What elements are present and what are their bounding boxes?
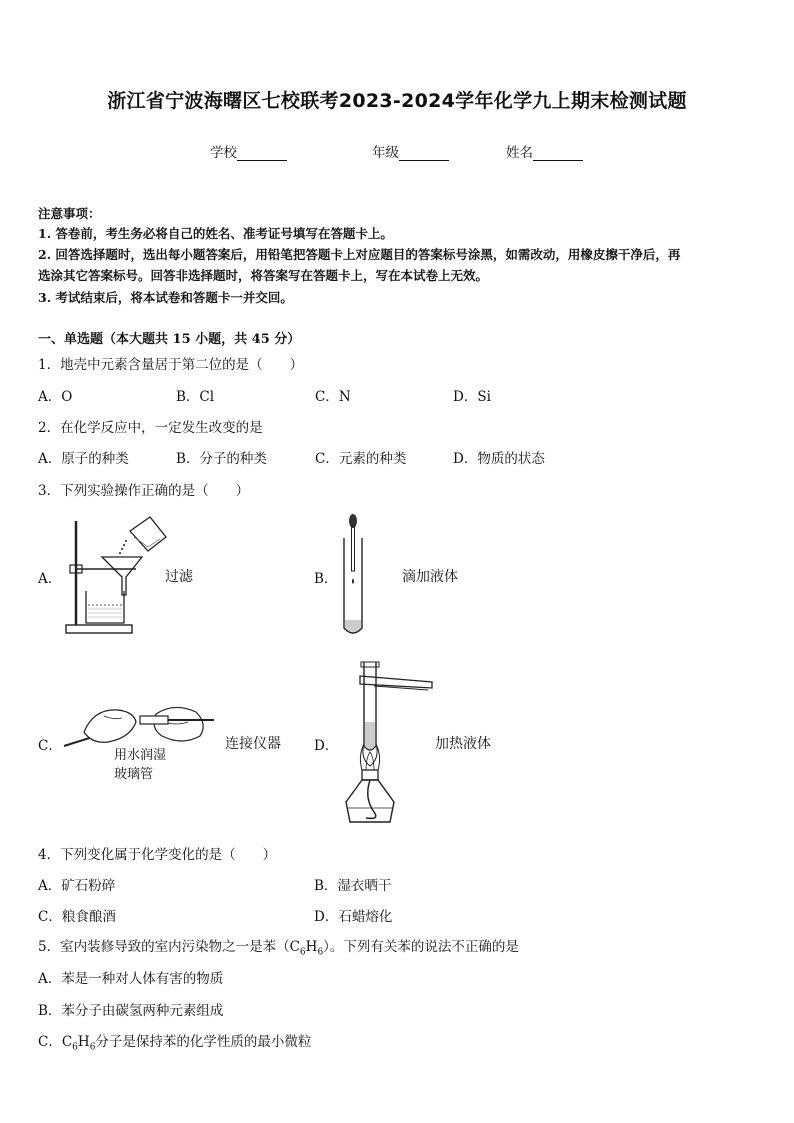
- question-1-option-c[interactable]: C．N: [315, 389, 351, 405]
- school-label: 学校: [210, 145, 237, 161]
- page-title: 浙江省宁波海曙区七校联考2023-2024学年化学九上期末检测试题: [107, 90, 687, 112]
- question-3-option-c-letter[interactable]: C．: [38, 738, 62, 754]
- notice-heading: 注意事项：: [38, 206, 101, 221]
- question-1-option-a[interactable]: A．O: [38, 389, 73, 405]
- question-3-option-b-label: 滴加液体: [402, 569, 458, 585]
- question-2-option-a[interactable]: A．原子的种类: [38, 451, 129, 467]
- question-5-stem-sub-1: 6: [299, 947, 306, 958]
- question-4-option-b[interactable]: B．湿衣晒干: [314, 878, 392, 894]
- question-5-stem-sub-2: 6: [317, 947, 324, 958]
- school-blank[interactable]: [237, 146, 287, 161]
- question-5-stem: [38, 935, 519, 958]
- question-3-option-a-label: 过滤: [165, 569, 193, 585]
- question-5-option-c-sub-2: 6: [89, 1042, 96, 1053]
- question-5-option-c-pre: C．C: [38, 1034, 73, 1050]
- question-3-option-d-letter[interactable]: D．: [314, 738, 339, 754]
- filtration-figure: [62, 513, 172, 635]
- notice-item-2-line-2: 选涂其它答案标号。回答非选择题时，将答案写在答题卡上，写在本试卷上无效。: [38, 268, 489, 283]
- heating-liquid-figure: [340, 662, 436, 828]
- question-5-option-c-sub-1: 6: [72, 1042, 78, 1053]
- question-5-option-c-post: 分子是保持苯的化学性质的最小微粒: [95, 1034, 312, 1050]
- question-5-stem-post: ）。下列有关苯的说法不正确的是: [323, 939, 519, 955]
- question-5-stem-pre: 5．室内装修导致的室内污染物之一是苯（C: [38, 939, 300, 955]
- question-4-stem: 4．下列变化属于化学变化的是（ ）: [38, 847, 277, 863]
- question-3-option-d-label: 加热液体: [435, 736, 491, 752]
- question-1-stem: 1．地壳中元素含量居于第二位的是（ ）: [38, 357, 304, 373]
- question-2-option-c[interactable]: C．元素的种类: [315, 451, 407, 467]
- question-4-option-d[interactable]: D．石蜡熔化: [314, 909, 393, 925]
- name-field[interactable]: [506, 141, 583, 161]
- question-1-option-d[interactable]: D．Si: [453, 389, 491, 405]
- question-5-option-a[interactable]: A．苯是一种对人体有害的物质: [38, 971, 224, 987]
- question-4-option-a[interactable]: A．矿石粉碎: [38, 878, 116, 894]
- question-3-option-c-label: 连接仪器: [225, 736, 281, 752]
- grade-blank[interactable]: [399, 146, 449, 161]
- dropper-figure: [338, 512, 368, 640]
- school-field[interactable]: [210, 141, 287, 161]
- question-3-option-c-caption-1: 用水润湿: [114, 748, 167, 763]
- section-heading: 一、单选题（本大题共 15 小题，共 45 分）: [38, 332, 301, 347]
- question-5-option-c-h: H: [77, 1034, 90, 1050]
- name-label: 姓名: [506, 145, 533, 161]
- name-blank[interactable]: [533, 146, 583, 161]
- question-3-option-c-caption-2: 玻璃管: [114, 767, 154, 782]
- question-5-option-b[interactable]: B．苯分子由碳氢两种元素组成: [38, 1003, 224, 1019]
- question-5-option-c[interactable]: [38, 1030, 311, 1053]
- question-2-option-d[interactable]: D．物质的状态: [453, 451, 545, 467]
- grade-label: 年级: [372, 145, 399, 161]
- question-4-option-c[interactable]: C．粮食酿酒: [38, 909, 116, 925]
- question-3-option-a-letter[interactable]: A．: [38, 571, 62, 587]
- question-3-stem: 3．下列实验操作正确的是（ ）: [38, 483, 250, 499]
- grade-field[interactable]: [372, 141, 449, 161]
- notice-item-1: 1. 答卷前，考生务必将自己的姓名、准考证号填写在答题卡上。: [38, 226, 393, 241]
- question-2-stem: 2．在化学反应中，一定发生改变的是: [38, 420, 263, 436]
- question-5-stem-h: H: [305, 939, 318, 955]
- notice-item-3: 3. 考试结束后，将本试卷和答题卡一并交回。: [38, 290, 293, 305]
- question-2-option-b[interactable]: B．分子的种类: [176, 451, 267, 467]
- question-1-option-b[interactable]: B．Cl: [176, 389, 215, 405]
- question-3-option-b-letter[interactable]: B．: [314, 571, 338, 587]
- notice-item-2-line-1: 2. 回答选择题时，选出每小题答案后，用铅笔把答题卡上对应题目的答案标号涂黑，如需改动，用橡皮擦干净后，再: [38, 247, 681, 262]
